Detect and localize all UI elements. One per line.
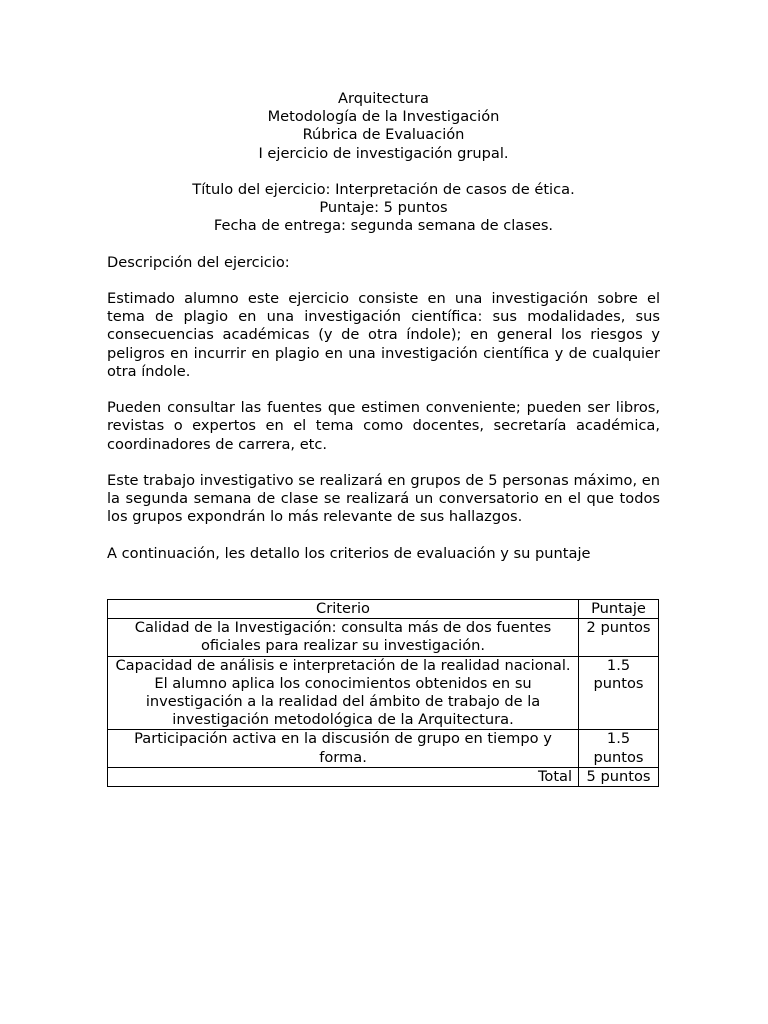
total-label: Total [108,767,579,786]
score-header: Puntaje [579,600,659,619]
score-cell: 1.5 puntos [579,656,659,730]
exercise-date-line: Fecha de entrega: segunda semana de clases. [213,217,554,235]
sources-paragraph: Pueden consultar las fuentes que estimen conveniente; pueden ser libros, revistas o expertos en el tema como docentes, secretaría académica, coordinadores de carrera, etc. [107,399,660,453]
document-header [107,90,660,163]
table-header-row [108,600,659,619]
document-body [107,90,660,785]
description-paragraph: Estimado alumno este ejercicio consiste en una investigación sobre el tema de plagio en una investigación científica: sus modalidades, sus consecuencias académicas (y de otra índole); en general los riesgos y peligros en incurrir en plagio en una investigación científica y de cualquier otra índole. [107,290,660,380]
exercise-name: I ejercicio de investigación grupal. [258,144,509,162]
exercise-meta [107,181,660,236]
groups-paragraph: Este trabajo investigativo se realizará en grupos de 5 personas máximo, en la segunda semana de clase se realizará un conversatorio en el que todos los grupos expondrán lo más relevante de sus hallazgos. [107,472,660,526]
score-cell: 2 puntos [579,619,659,656]
table-row [108,656,659,730]
criterion-header: Criterio [108,600,579,619]
document-title: Rúbrica de Evaluación [302,126,465,144]
total-row [108,767,659,786]
exercise-title-line: Título del ejercicio: Interpretación de casos de ética. [192,180,575,198]
criterion-cell: Participación activa en la discusión de grupo en tiempo y forma. [108,730,579,767]
table-row [108,730,659,767]
course-name: Metodología de la Investigación [267,108,500,126]
criterion-cell: Capacidad de análisis e interpretación de la realidad nacional. El alumno aplica los conocimientos obtenidos en su investigación a la realidad del ámbito de trabajo de la investigación metodológica de la Arquitectura. [108,656,579,730]
course-area: Arquitectura [338,90,429,107]
exercise-score-line: Puntaje: 5 puntos [319,199,448,217]
rubric-table [107,599,659,787]
criteria-intro-paragraph: A continuación, les detallo los criterios de evaluación y su puntaje [107,544,591,562]
total-score: 5 puntos [579,767,659,786]
score-cell: 1.5 puntos [579,730,659,767]
table-row [108,619,659,656]
criterion-cell: Calidad de la Investigación: consulta más de dos fuentes oficiales para realizar su investigación. [108,619,579,656]
description-label: Descripción del ejercicio: [107,253,290,271]
